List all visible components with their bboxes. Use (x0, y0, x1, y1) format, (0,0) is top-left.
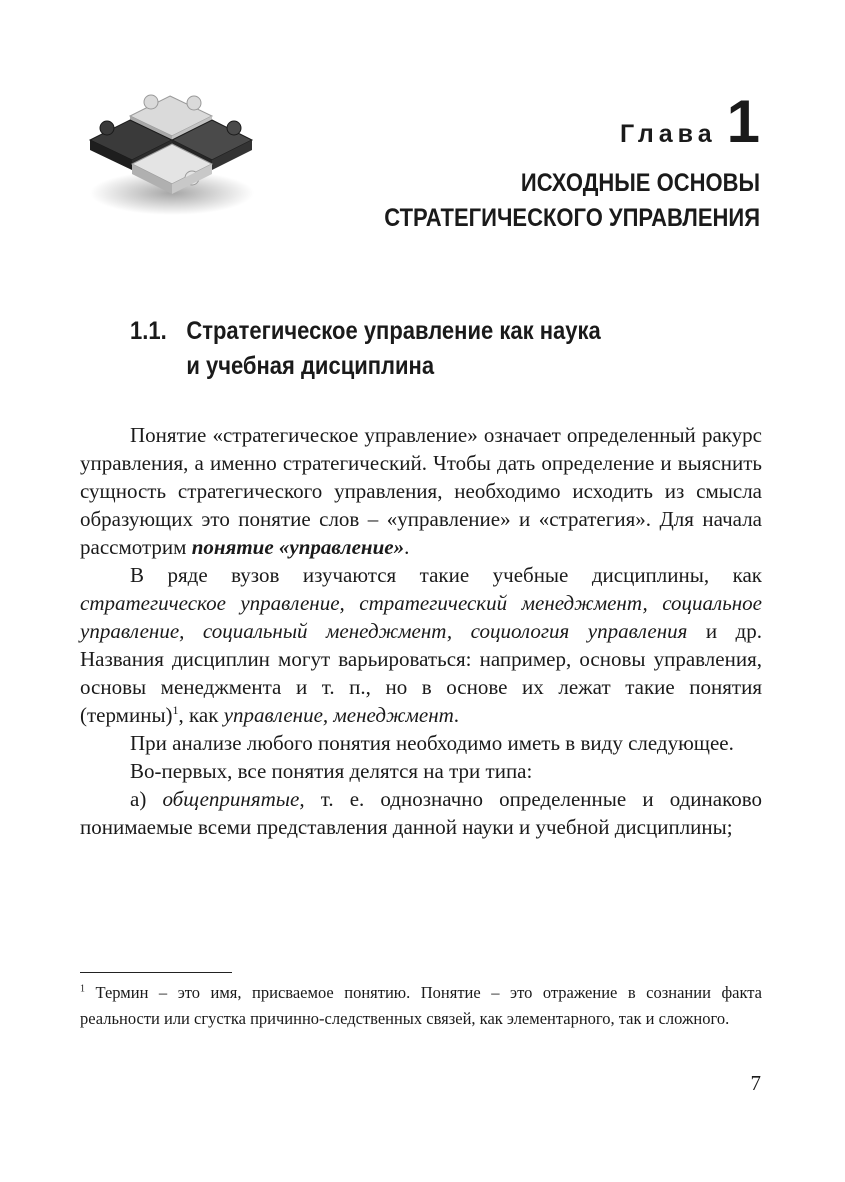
footnote-reference[interactable]: 1 (172, 703, 179, 717)
paragraph-text: , как (178, 703, 224, 727)
paragraph (80, 421, 762, 561)
chapter-title (384, 166, 760, 236)
page-number: 7 (750, 1071, 761, 1095)
chapter-title-line: СТРАТЕГИЧЕСКОГО УПРАВЛЕНИЯ (384, 204, 760, 232)
paragraph-text: т. е. однозначно определенные и одинаково понимаемые всеми представления данной науки и учебной дисциплины; (80, 787, 762, 839)
paragraph-text: Понятие «стратегическое управление» означает определенный ракурс управления, а именно стратегический. Чтобы дать определение и выяснить сущность стратегического управления, необходимо исходить из смысла образующих это понятие слов – «управление» и «стратегия». Для начала рассмотрим (80, 423, 762, 559)
italic-terms: общепринятые, (162, 787, 305, 811)
paragraph: При анализе любого понятия необходимо иметь в виду следующее. (130, 731, 734, 755)
puzzle-illustration (80, 88, 260, 218)
paragraph: Во-первых, все понятия делятся на три типа: (130, 759, 533, 783)
paragraph-text: . (453, 703, 460, 727)
footnote-text: Термин – это имя, присваемое понятию. Понятие – это отражение в сознании факта реальности или сгустка причинно-следственных связей, как элементарного, так и сложного. (80, 983, 762, 1028)
chapter-heading (619, 88, 760, 155)
chapter-label: Глава (619, 120, 717, 148)
section-number: 1.1. (130, 317, 167, 345)
footnote (80, 980, 762, 1032)
body-text (80, 421, 762, 841)
paragraph (80, 785, 762, 841)
chapter-title-line: ИСХОДНЫЕ ОСНОВЫ (520, 169, 760, 197)
section-title (186, 314, 600, 384)
section-title-line: и учебная дисциплина (186, 352, 435, 380)
list-marker: а) (130, 787, 163, 811)
emphasis-term: понятие «управление» (191, 535, 405, 559)
paragraph-text: . (404, 535, 410, 559)
italic-terms: управление, менеджмент (223, 703, 454, 727)
italic-terms: стратегическое управление, стратегический менеджмент, социальное управление, социальный менеджмент, социология управления (80, 591, 762, 643)
section-title-line: Стратегическое управление как наука (186, 317, 601, 345)
paragraph (80, 561, 762, 729)
section-heading (130, 314, 601, 384)
footnote-marker: 1 (80, 983, 85, 995)
footnote-divider (80, 972, 232, 973)
paragraph-text: и др. Названия дисциплин могут варьироваться: например, основы управления, основы менеджмента и т. п., но в основе их лежат такие понятия (термины) (80, 619, 762, 727)
chapter-number: 1 (726, 88, 760, 155)
paragraph-text: В ряде вузов изучаются такие учебные дисциплины, как (130, 563, 762, 587)
